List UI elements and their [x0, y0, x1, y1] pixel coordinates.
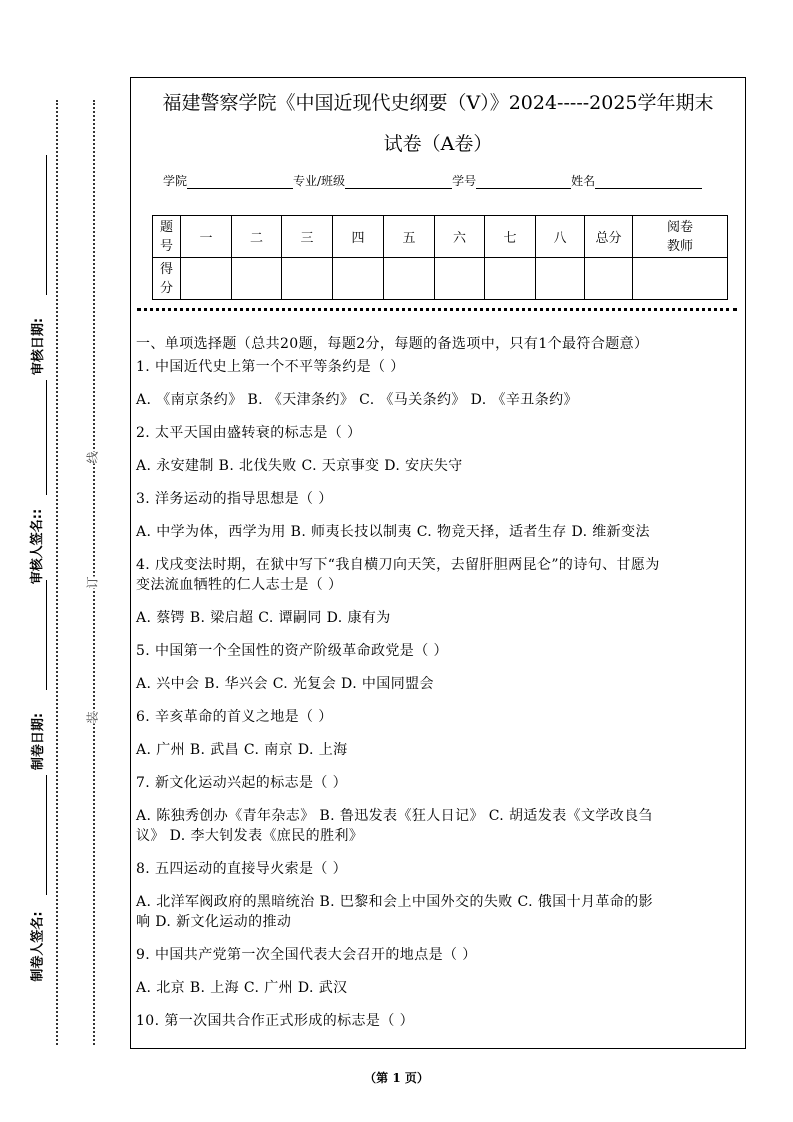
- answer-options: A. 《南京条约》 B. 《天津条约》 C. 《马关条约》 D. 《辛丑条约》: [136, 392, 578, 408]
- question-stem: 2. 太平天国由盛转衰的标志是（ ）: [136, 425, 362, 441]
- score-cell[interactable]: [485, 258, 536, 300]
- header-label-char: 号: [159, 238, 173, 254]
- wrapped-line: 议》 D. 李大钊发表《庶民的胜利》: [136, 828, 364, 844]
- margin-dotted-line-outer: [56, 100, 58, 1045]
- score-cell[interactable]: [282, 258, 333, 300]
- field-label-major-class: 专业/班级: [293, 174, 346, 188]
- score-label-cell: [153, 258, 181, 300]
- question-stem: 4. 戊戌变法时期，在狱中写下“我自横刀向天笑，去留肝胆两昆仑”的诗句、甘愿为: [136, 557, 660, 573]
- grader-header-cell: [633, 216, 728, 258]
- binding-char-xian: 线: [82, 451, 103, 463]
- field-label-student-id: 学号: [452, 174, 477, 188]
- question-stem: 5. 中国第一个全国性的资产阶级革命政党是（ ）: [136, 643, 448, 659]
- exam-title-line2: 试卷（A卷）: [383, 133, 493, 155]
- page-number: （第 1 页）: [364, 1071, 429, 1085]
- grader-header-text: 阅卷: [666, 219, 693, 235]
- review-date-underline: [46, 155, 47, 295]
- column-header: 二: [232, 216, 282, 258]
- answer-options: A. 陈独秀创办《青年杂志》 B. 鲁迅发表《狂人日记》 C. 胡适发表《文学改良刍: [136, 808, 654, 824]
- score-cell[interactable]: [181, 258, 232, 300]
- major-class-field[interactable]: [345, 174, 452, 189]
- exam-title-line1: 福建警察学院《中国近现代史纲要（V）》2024-----2025学年期末: [162, 92, 714, 114]
- score-cell[interactable]: [536, 258, 585, 300]
- answer-options: A. 中学为体，西学为用 B. 师夷长技以制夷 C. 物竞天择，适者生存 D. 维新变法: [136, 524, 650, 540]
- binding-char-zhuang: 装: [82, 711, 103, 723]
- question-stem: 8. 五四运动的直接导火索是（ ）: [136, 861, 348, 877]
- question-stem: 6. 辛亥革命的首义之地是（ ）: [136, 709, 333, 725]
- reviewer-sign-underline: [46, 380, 47, 495]
- separator-dotted-line: [137, 308, 737, 311]
- section-heading: 一、单项选择题（总共20题，每题2分，每题的备选项中，只有1个最符合题意）: [136, 336, 649, 352]
- answer-options: A. 兴中会 B. 华兴会 C. 光复会 D. 中国同盟会: [136, 676, 434, 692]
- question-stem: 10. 第一次国共合作正式形成的标志是（ ）: [136, 1013, 414, 1029]
- grader-header-text: 教师: [666, 238, 693, 254]
- answer-options: A. 永安建制 B. 北伐失败 C. 天京事变 D. 安庆失守: [136, 458, 463, 474]
- score-table: [152, 215, 728, 300]
- column-header: 八: [536, 216, 585, 258]
- answer-options: A. 北洋军阀政府的黑暗统治 B. 巴黎和会上中国外交的失败 C. 俄国十月革命的影: [136, 894, 654, 910]
- answer-options: A. 广州 B. 武昌 C. 南京 D. 上海: [136, 742, 348, 758]
- total-score-cell[interactable]: [585, 258, 633, 300]
- question-stem: 9. 中国共产党第一次全国代表大会召开的地点是（ ）: [136, 947, 477, 963]
- review-date-label: 审核日期:: [31, 317, 47, 376]
- name-field[interactable]: [595, 174, 702, 189]
- answer-options: A. 北京 B. 上海 C. 广州 D. 武汉: [136, 980, 348, 996]
- score-table-header-row: [153, 216, 728, 258]
- score-cell[interactable]: [232, 258, 282, 300]
- maker-sign-label: 制卷人签名:: [30, 911, 46, 982]
- question-stem: 7. 新文化运动兴起的标志是（ ）: [136, 775, 348, 791]
- column-header: 六: [435, 216, 485, 258]
- score-label-char: 得: [159, 261, 173, 277]
- header-label-cell: [153, 216, 181, 258]
- question-stem: 1. 中国近代史上第一个不平等条约是（ ）: [136, 359, 405, 375]
- score-table-score-row: [153, 258, 728, 300]
- reviewer-sign-label: 审核人签名::: [30, 508, 46, 585]
- margin-dotted-line-inner: [93, 100, 95, 1045]
- student-info-line: [163, 172, 702, 189]
- field-label-college: 学院: [163, 174, 188, 188]
- binding-char-ding: 订: [82, 576, 103, 588]
- score-cell[interactable]: [333, 258, 384, 300]
- college-field[interactable]: [187, 174, 293, 189]
- column-header: 一: [181, 216, 232, 258]
- wrapped-line: 变法流血牺牲的仁人志士是（ ）: [136, 577, 343, 593]
- column-header: 四: [333, 216, 384, 258]
- column-header: 总分: [585, 216, 633, 258]
- column-header: 三: [282, 216, 333, 258]
- column-header: 五: [384, 216, 435, 258]
- answer-options: A. 蔡锷 B. 梁启超 C. 谭嗣同 D. 康有为: [136, 610, 391, 626]
- score-label-char: 分: [159, 280, 173, 296]
- make-date-underline: [46, 580, 47, 690]
- wrapped-line: 响 D. 新文化运动的推动: [136, 914, 292, 930]
- maker-sign-underline: [46, 775, 47, 895]
- score-cell[interactable]: [384, 258, 435, 300]
- column-header: 七: [485, 216, 536, 258]
- grader-cell[interactable]: [633, 258, 728, 300]
- score-cell[interactable]: [435, 258, 485, 300]
- question-stem: 3. 洋务运动的指导思想是（ ）: [136, 491, 333, 507]
- field-label-name: 姓名: [571, 174, 596, 188]
- student-id-field[interactable]: [476, 174, 571, 189]
- header-label-char: 题: [159, 219, 173, 235]
- make-date-label: 制卷日期:: [31, 712, 47, 771]
